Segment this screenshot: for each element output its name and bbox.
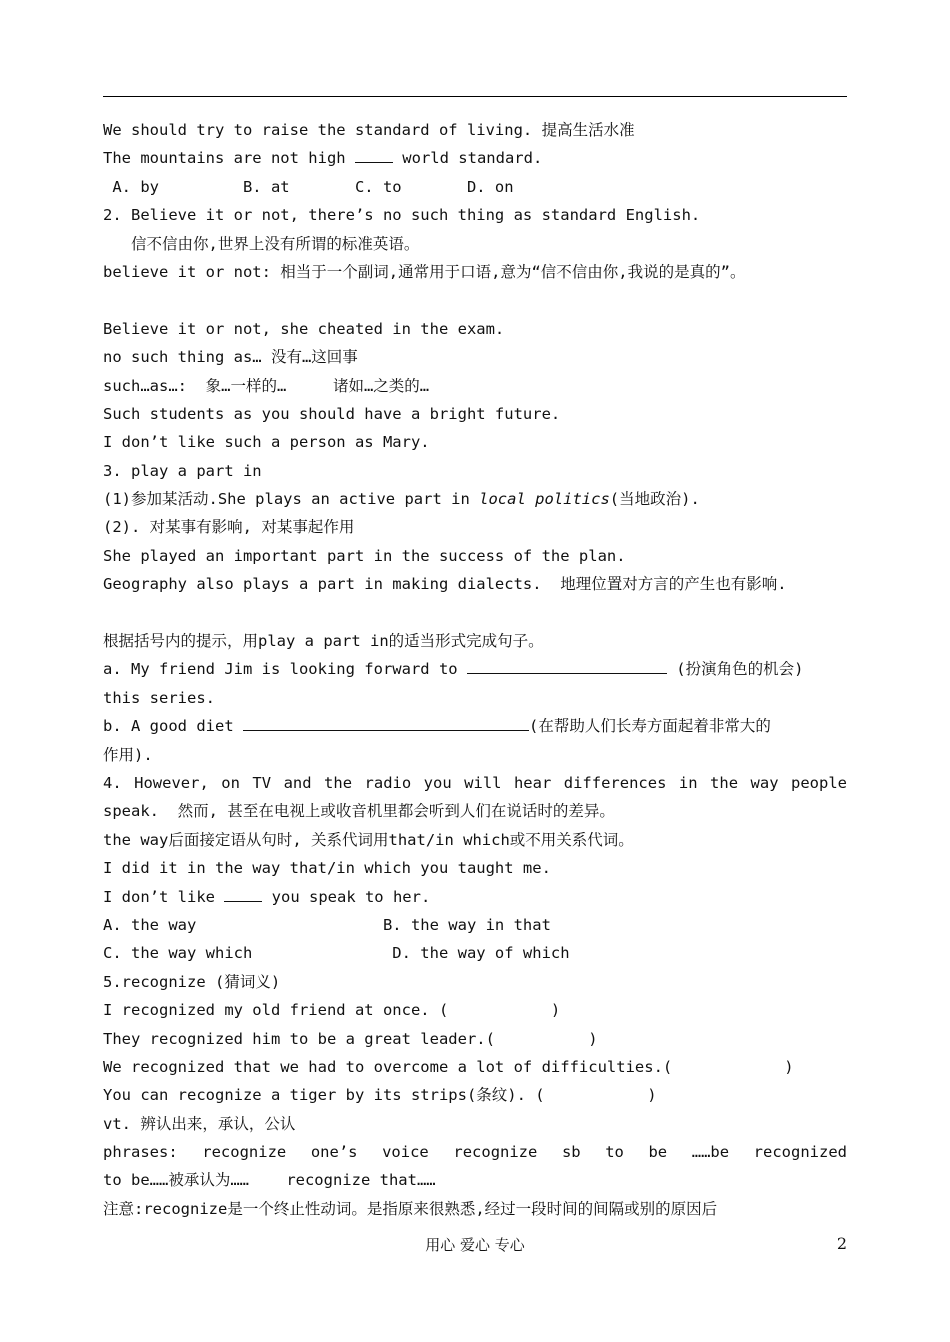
text-line: You can recognize a tiger by its strips(条纹). ( )	[103, 1086, 657, 1105]
text-line: Geography also plays a part in making dialects. 地理位置对方言的产生也有影响.	[103, 575, 787, 594]
blank-line	[103, 599, 847, 627]
text-line: no such thing as… 没有…这回事	[103, 348, 358, 367]
text-line: vt. 辨认出来，承认，公认	[103, 1114, 296, 1133]
text-line: The mountains are not high world standard.	[103, 144, 847, 172]
text-line: 2. Believe it or not, there’s no such thing as standard English.	[103, 206, 701, 225]
text-line: Such students as you should have a bright future.	[103, 404, 561, 423]
footer-slogan: 用心 爱心 专心	[425, 1236, 525, 1254]
page-content	[103, 116, 847, 1223]
blank-line	[103, 286, 847, 314]
header-rule	[103, 96, 847, 97]
text-line: I did it in the way that/in which you taught me.	[103, 859, 551, 878]
answer-blank	[467, 655, 667, 674]
exercise-instruction: 根据括号内的提示，用play a part in的适当形式完成句子。	[103, 632, 544, 651]
text-line: (1)参加某活动.She plays an active part in local politics(当地政治).	[103, 490, 700, 509]
text-line: (2). 对某事有影响, 对某事起作用	[103, 518, 355, 537]
text-line: We should try to raise the standard of living. 提高生活水准	[103, 121, 635, 139]
translation-line: 信不信由你,世界上没有所谓的标准英语。	[103, 234, 420, 253]
page-number: 2	[836, 1234, 847, 1253]
text-line: 作用).	[103, 745, 153, 764]
text-line: phrases: recognize one’s voice recognize sb to be ……be recognized	[103, 1143, 847, 1162]
options-line: A. the way B. the way in that	[103, 915, 551, 934]
text-line: I don’t like you speak to her.	[103, 883, 847, 911]
answer-blank	[243, 712, 529, 731]
blank-underline	[224, 883, 262, 902]
text-line: They recognized him to be a great leader.( )	[103, 1029, 598, 1048]
section-heading: 3. play a part in	[103, 461, 262, 480]
text-line: I recognized my old friend at once. ( )	[103, 1001, 561, 1020]
text-line: Believe it or not, she cheated in the exam.	[103, 319, 505, 338]
text-line: speak. 然而, 甚至在电视上或收音机里都会听到人们在说话时的差异。	[103, 802, 615, 821]
text-line: to be……被承认为…… recognize that……	[103, 1171, 436, 1190]
text-line: I don’t like such a person as Mary.	[103, 433, 430, 452]
text-line: believe it or not: 相当于一个副词,通常用于口语,意为“信不信由你,我说的是真的”。	[103, 262, 746, 281]
options-line: C. the way which D. the way of which	[103, 944, 570, 963]
text-line: 4. However, on TV and the radio you will hear differences in the way people	[103, 773, 847, 792]
text-line: the way后面接定语从句时, 关系代词用that/in which或不用关系代词。	[103, 830, 634, 849]
text-line: She played an important part in the success of the plan.	[103, 546, 626, 565]
exercise-item: a. My friend Jim is looking forward to (扮演角色的机会)	[103, 655, 847, 683]
section-heading: 5.recognize (猜词义)	[103, 972, 281, 991]
exercise-item: b. A good diet (在帮助人们长寿方面起着非常大的	[103, 712, 847, 740]
text-line: such…as…: 象…一样的… 诸如…之类的…	[103, 376, 430, 395]
text-line: We recognized that we had to overcome a lot of difficulties.( )	[103, 1057, 794, 1076]
blank-underline	[355, 144, 393, 163]
text-line: this series.	[103, 688, 215, 707]
text-line: 注意:recognize是一个终止性动词。是指原来很熟悉,经过一段时间的间隔或别的原因后	[103, 1199, 718, 1218]
options-line: A. by B. at C. to D. on	[103, 177, 514, 196]
